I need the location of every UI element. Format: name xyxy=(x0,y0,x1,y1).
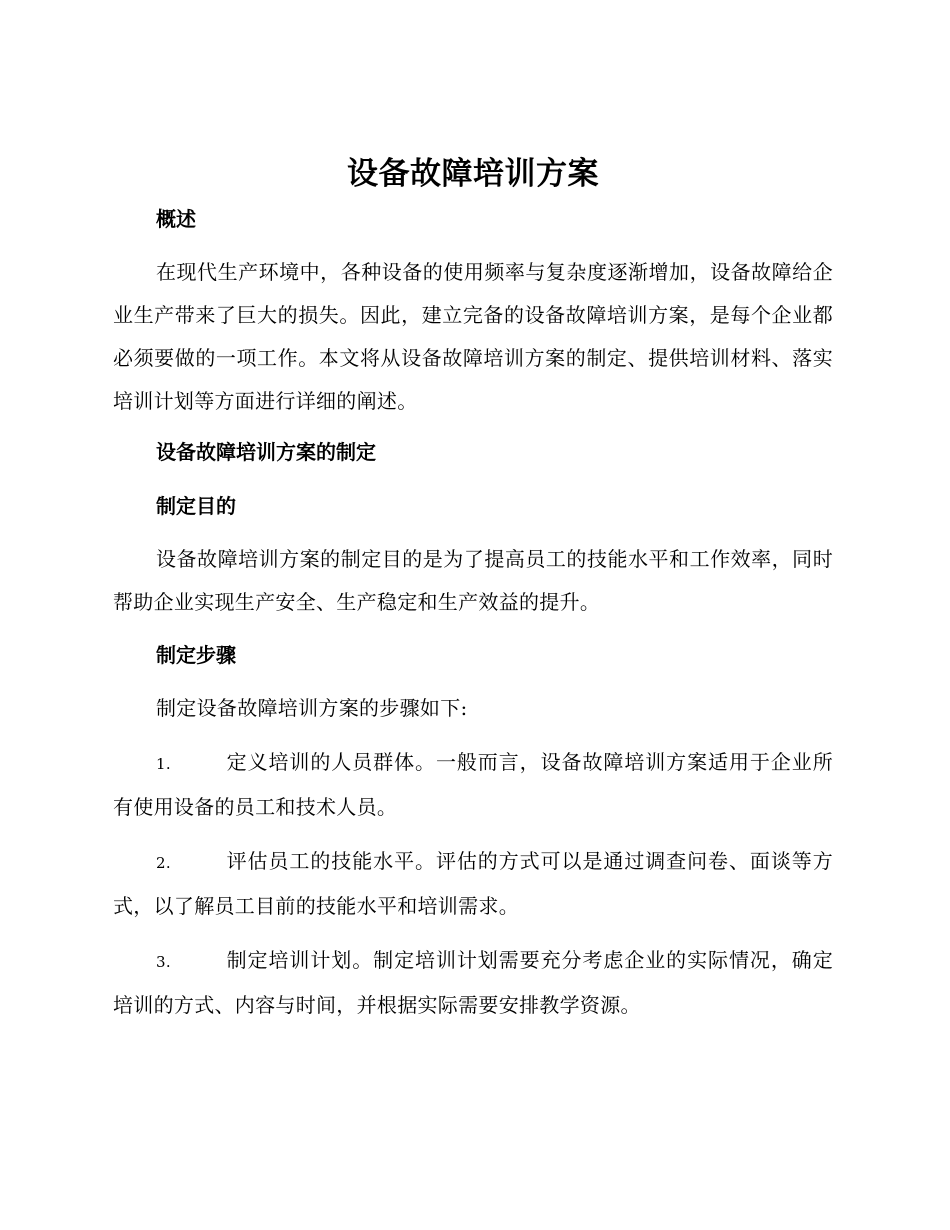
overview-heading: 概述 xyxy=(156,207,196,231)
section-heading: 设备故障培训方案的制定 xyxy=(156,440,376,464)
purpose-heading: 制定目的 xyxy=(156,494,236,518)
list-item xyxy=(113,741,833,829)
document-title: 设备故障培训方案 xyxy=(347,156,599,192)
list-item-text: 定义培训的人员群体。一般而言，设备故障培训方案适用于企业所有使用设备的员工和技术人员。 xyxy=(113,750,833,819)
steps-intro: 制定设备故障培训方案的步骤如下: xyxy=(156,696,468,720)
list-item-text: 评估员工的技能水平。评估的方式可以是通过调查问卷、面谈等方式，以了解员工目前的技能水平和培训需求。 xyxy=(113,849,833,918)
list-item-number: 3. xyxy=(156,953,171,971)
purpose-paragraph: 设备故障培训方案的制定目的是为了提高员工的技能水平和工作效率，同时帮助企业实现生产安全、生产稳定和生产效益的提升。 xyxy=(113,547,833,614)
list-item xyxy=(113,840,833,928)
list-item xyxy=(113,939,833,1027)
overview-paragraph: 在现代生产环境中，各种设备的使用频率与复杂度逐渐增加，设备故障给企业生产带来了巨大的损失。因此，建立完备的设备故障培训方案，是每个企业都必须要做的一项工作。本文将从设备故障培训方案的制定、提供培训材料、落实培训计划等方面进行详细的阐述。 xyxy=(113,260,833,413)
document-page xyxy=(113,148,833,1027)
steps-heading: 制定步骤 xyxy=(156,643,236,667)
list-item-text: 制定培训计划。制定培训计划需要充分考虑企业的实际情况，确定培训的方式、内容与时间，并根据实际需要安排教学资源。 xyxy=(113,948,833,1017)
list-item-number: 1. xyxy=(156,755,171,773)
list-item-number: 2. xyxy=(156,854,171,872)
